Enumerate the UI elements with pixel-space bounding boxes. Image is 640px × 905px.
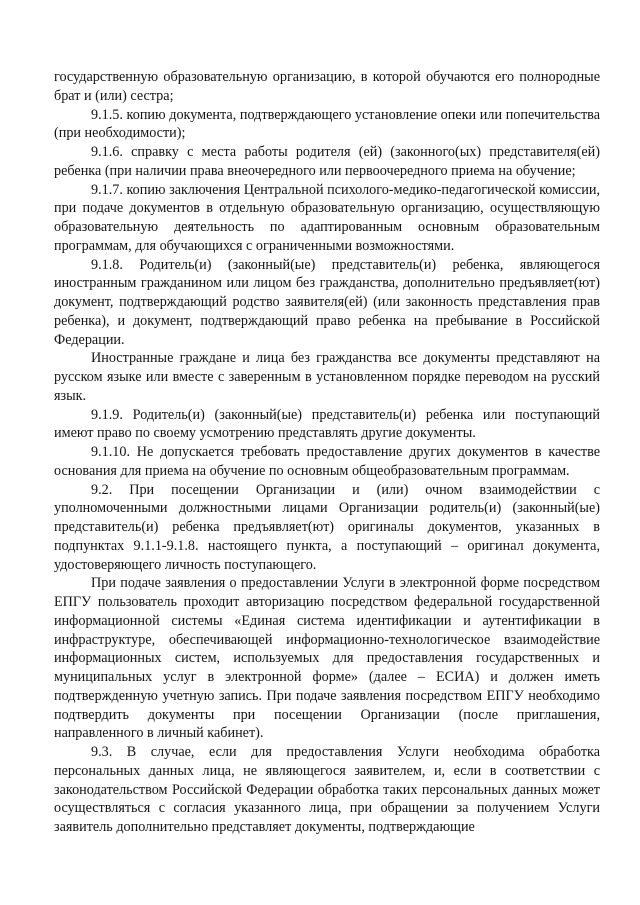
paragraph-continuation: государственную образовательную организацию, в которой обучаются его полнородные брат и (или) сестра;	[54, 69, 600, 104]
paragraph-9-1-9: 9.1.9. Родитель(и) (законный(ые) представитель(и) ребенка или поступающий имеют право по своему усмотрению представлять другие документы.	[54, 406, 600, 442]
paragraph-epgu-application: При подаче заявления о предоставлении Услуги в электронной форме посредством ЕПГУ пользователь проходит авторизацию посредством федеральной государственной информационной системы «Единая система идентификации и аутентификации в инфраструктуре, обеспечивающей информационно-технологическое взаимодействие информационных систем, используемых для предоставления государственных и муниципальных услуг в электронной форме» (далее – ЕСИА) и должен иметь подтвержденную учетную запись. При подаче заявления посредством ЕПГУ необходимо подтвердить документы при посещении Организации (после приглашения, направленного в личный кабинет).	[54, 575, 600, 742]
paragraph-9-3: 9.3. В случае, если для предоставления Услуги необходима обработка персональных данных лица, не являющегося заявителем, и, если в соответствии с законодательством Российской Федерации обработка таких персональных данных может осуществляться с согласия указанного лица, при обращении за получением Услуги заявитель дополнительно представляет документы, подтверждающие	[54, 744, 600, 835]
paragraph-9-1-10: 9.1.10. Не допускается требовать предоставление других документов в качестве основания для приема на обучение по основным общеобразовательным программам.	[54, 444, 600, 479]
paragraph-foreign-citizens: Иностранные граждане и лица без гражданства все документы представляют на русском языке или вместе с заверенным в установленном порядке переводом на русский язык.	[54, 350, 600, 404]
paragraph-9-2: 9.2. При посещении Организации и (или) очном взаимодействии с уполномоченными должностными лицами Организации родитель(и) (законный(ые) представитель(и) ребенка предъявляет(ют) оригиналы документов, указанных в подпунктах 9.1.1-9.1.8. настоящего пункта, а поступающий – оригинал документа, удостоверяющего личность поступающего.	[54, 481, 600, 573]
paragraph-9-1-6: 9.1.6. справку с места работы родителя (ей) (законного(ых) представителя(ей) ребенка (при наличии права внеочередного или первоочередного приема на обучение;	[54, 144, 600, 179]
document-body	[54, 68, 600, 837]
paragraph-9-1-7: 9.1.7. копию заключения Центральной психолого-медико-педагогической комиссии, при подаче документов в отдельную образовательную организацию, осуществляющую образовательную деятельность по адаптированным основным образовательным программам, для обучающихся с ограниченными возможностями.	[54, 181, 600, 254]
paragraph-9-1-5: 9.1.5. копию документа, подтверждающего установление опеки или попечительства (при необходимости);	[54, 106, 600, 142]
paragraph-9-1-8: 9.1.8. Родитель(и) (законный(ые) представитель(и) ребенка, являющегося иностранным гражданином или лицом без гражданства, дополнительно предъявляет(ют) документ, подтверждающий родство заявителя(ей) (или законность представления прав ребенка), и документ, подтверждающий право ребенка на пребывание в Российской Федерации.	[54, 256, 600, 348]
